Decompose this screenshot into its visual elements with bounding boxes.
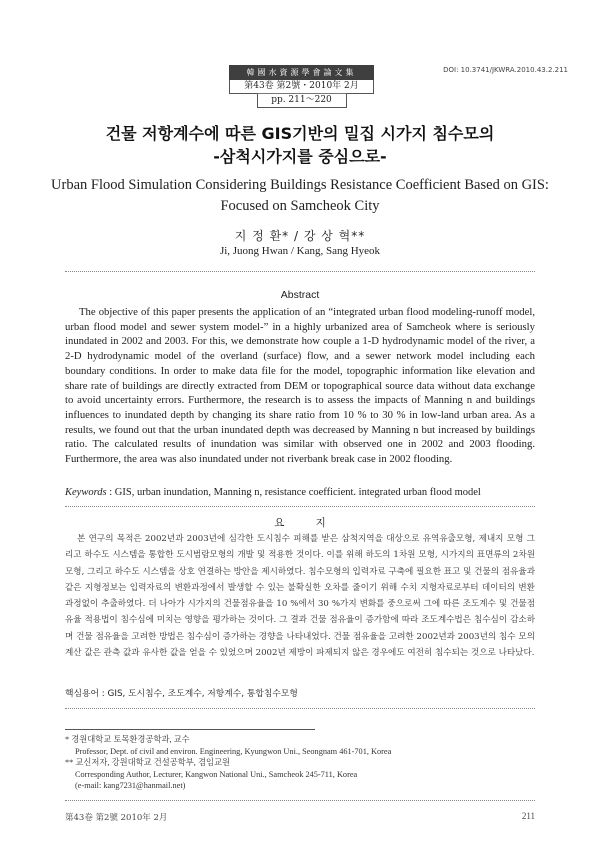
keywords-label: Keywords bbox=[65, 487, 107, 498]
korean-authors: 지 정 환* / 강 상 혁** bbox=[234, 229, 366, 243]
english-keywords bbox=[65, 487, 535, 498]
korean-title bbox=[0, 122, 600, 168]
journal-name: 韓國水資源學會論文集 bbox=[229, 65, 374, 80]
korean-keywords: 핵심용어 : GIS, 도시침수, 조도계수, 저항계수, 통합침수모형 bbox=[65, 689, 298, 699]
doi: DOI: 10.3741/JKWRA.2010.43.2.211 bbox=[443, 66, 568, 74]
english-authors: Ji, Juong Hwan / Kang, Sang Hyeok bbox=[219, 245, 381, 257]
divider bbox=[65, 506, 535, 507]
footnote-1-english: Professor, Dept. of civil and environ. Engineering, Kyungwon Uni., Seongnam 461-701, Korea bbox=[75, 746, 392, 756]
abstract-body: The objective of this paper presents the application of an “integrated urban flood modeling-runoff model, urban flood model and sewer system model-” in a highly urbanized area of Samcheok where is seriously inundated in 2002 and 2003. For this, we demonstrate how couple a 1-D hydrodynamic model of the river, a 2-D hydrodynamic model of the overland (surface) flow, and a sewer network model including each boundary conditions. In order to make data file for the model, topographic information like elevation and share rate of buildings are directly extracted from DEM or topographical source data without data exchange to avoid uncertainty errors. Furthermore, the research is to assess the impacts of Manning n and buildings influences to inundated depth by changing its share ratio from 10 % to 30 % in low-land urban area. As a results, we found out that the urban inundated depth was decreased by Manning n but increased by buildings ratio. The calculated results of inundation was similar with observed one in 2002 and 2003 flooding. Furthermore, the area was also inundated under not riverbank break case in 2002 flooding. bbox=[65, 306, 535, 466]
journal-volume-issue: 第43卷 第2號・2010年 2月 bbox=[229, 80, 374, 94]
footnote-1-korean: * 경원대학교 토목환경공학과, 교수 bbox=[65, 735, 190, 744]
divider bbox=[65, 708, 535, 709]
divider bbox=[65, 800, 535, 801]
page-number: 211 bbox=[521, 811, 535, 821]
footnotes bbox=[65, 734, 535, 792]
korean-title-line1: 건물 저항계수에 따른 GIS기반의 밀집 시가지 침수모의 bbox=[105, 124, 495, 143]
korean-abstract-body: 본 연구의 목적은 2002년과 2003년에 심각한 도시침수 피해를 받은 삼척지역을 대상으로 유역유출모형, 제내지 모형 그리고 하수도 시스템을 통합한 도시범람모형의 개발 및 적용한 것이다. 이를 위해 하도의 1차원 모형, 시가지의 표면류의 2차원 모형, 그리고 하수도 시스템을 상호 연결하는 방안을 제시하였다. 침수모형의 입력자료 구축에 필요한 표고 및 건물의 점유율과 같은 지형정보는 입력자료의 변환과정에서 발생할 수 있는 불확실한 오차를 줄이기 위해 수치 지형자료로부터 데이터의 변환 과정없이 추출하였다. 더 나아가 시가지의 건물점유율을 10 %에서 30 %가지 변화를 중으로써 그에 따른 조도계수 및 건물점유율 적용법이 침수심에 미치는 영향을 평가하는 것이다. 그 결과 건물 점유율이 증가함에 따라 조도계수법은 침수심이 감소하며 건물 점유율을 고려한 방법은 침수심이 증가하는 경향을 나타내었다. 건물 점유율을 고려한 2002년과 2003년의 침수 모의계산 값은 관측 값과 유사한 값을 얻을 수 있었으며 2002년 제방이 파제되지 않은 경우에도 여전히 침수되는 것으로 나타났다. bbox=[65, 534, 535, 659]
korean-abstract-heading: 요 지 bbox=[274, 517, 340, 529]
korean-title-line2: -삼척시가지를 중심으로- bbox=[213, 147, 387, 166]
journal-header-box bbox=[229, 65, 374, 108]
footnote-2-korean: ** 교신저자, 강원대학교 건설공학부, 겸임교원 bbox=[65, 758, 231, 768]
journal-pages: pp. 211～220 bbox=[257, 93, 347, 108]
divider bbox=[65, 271, 535, 272]
english-title: Urban Flood Simulation Considering Buildings Resistance Coefficient Based on GIS: Focused on Samcheok City bbox=[51, 177, 549, 214]
footnote-rule bbox=[65, 729, 315, 730]
footer-journal-issue: 第43卷 第2號 2010年 2月 bbox=[65, 813, 168, 823]
keywords-text: : GIS, urban inundation, Manning n, resistance coefficient. integrated urban flood model bbox=[109, 487, 481, 498]
footnote-2-english: Corresponding Author, Lecturer, Kangwon National Uni., Samcheok 245-711, Korea bbox=[75, 769, 358, 779]
abstract-heading: Abstract bbox=[280, 289, 320, 301]
footnote-2-email: (e-mail: kang7231@hanmail.net) bbox=[75, 781, 186, 791]
